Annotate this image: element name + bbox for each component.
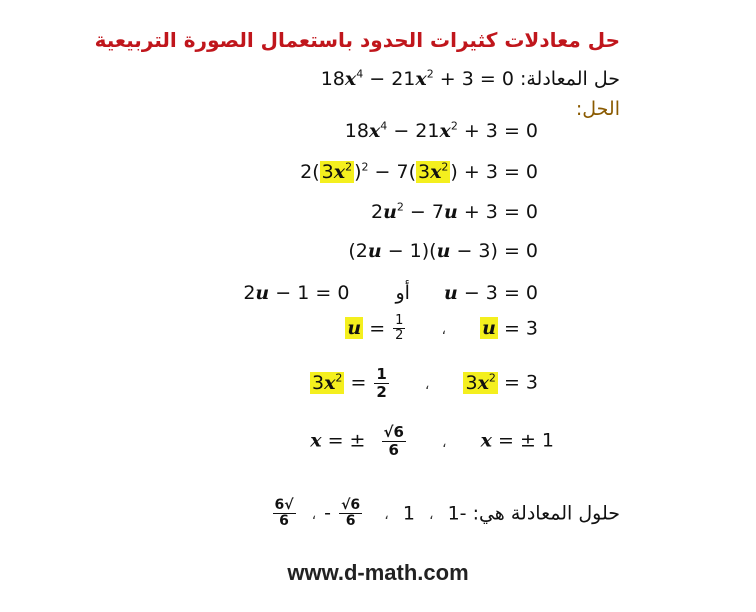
solution-label: الحل: <box>575 98 620 120</box>
or-word: أو <box>395 282 410 304</box>
fraction: $\frac{√6}{6}$ <box>274 497 294 530</box>
step-4: (2u − 1)(u − 3) = 0 <box>348 240 538 262</box>
problem-label: حل المعادلة: <box>519 68 620 90</box>
step-7: $3x^2$ = $\frac{1}{2}$ ، $3x^2 = 3$ <box>312 365 538 401</box>
step-8: x = ± $\frac{√6}{6}$ ، x = ± 1 <box>310 423 554 459</box>
page-title: حل معادلات كثيرات الحدود باستعمال الصورة التربيعية <box>94 28 620 52</box>
final-answer: حلول المعادلة هي: -1 ، 1 ، - $\frac{√6}{6}$ ، $\frac{√6}{6}$ <box>274 497 620 530</box>
fraction: $\frac{√6}{6}$ <box>383 423 404 459</box>
step-5: 2u − 1 = 0 أو u − 3 = 0 <box>243 282 538 304</box>
answer-label: حلول المعادلة هي: <box>472 502 620 525</box>
step-6: u = $\frac{1}{2}$ ، u = 3 <box>347 313 538 344</box>
step-1: $18x^4 - 21x^2 + 3 = 0$ <box>344 119 538 142</box>
fraction: $\frac{1}{2}$ <box>395 313 404 344</box>
fraction: $\frac{1}{2}$ <box>376 365 387 401</box>
problem-statement <box>321 68 620 90</box>
step-3: $2u^2 - 7u + 3 = 0$ <box>370 200 538 223</box>
fraction: $\frac{√6}{6}$ <box>341 497 361 530</box>
site-url: www.d-math.com <box>287 560 469 585</box>
step-2: 2( $3x^2$ )$^2$ − 7( $3x^2$ ) + 3 = 0 <box>300 160 538 183</box>
problem-equation: $18x^4 - 21x^2 + 3 = 0$ <box>320 67 514 90</box>
